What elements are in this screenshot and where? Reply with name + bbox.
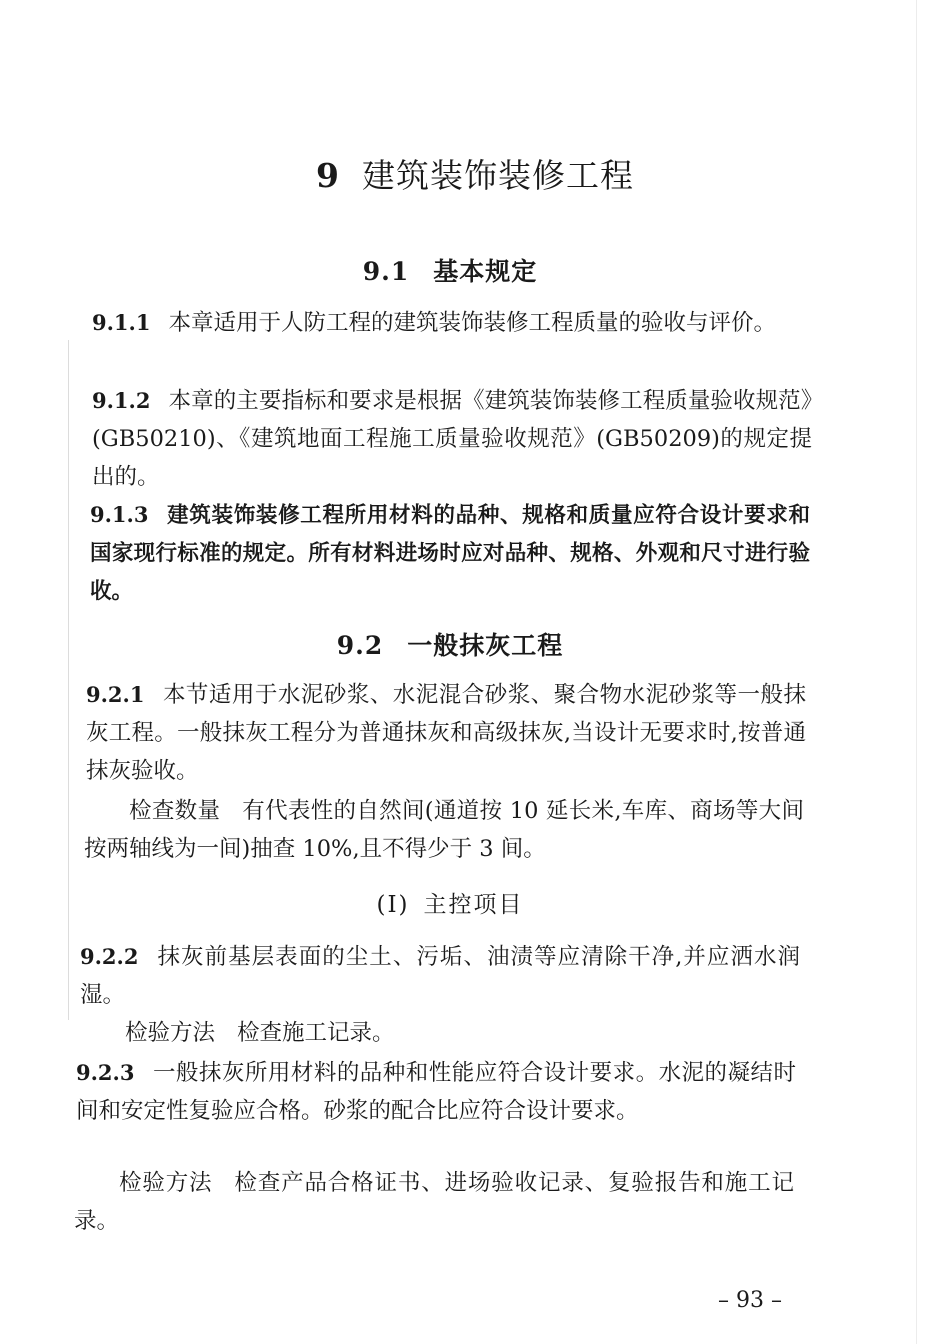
clause-number: 9.2.1 — [86, 682, 145, 707]
subsection-number: (Ⅰ) — [376, 892, 410, 918]
chapter-name: 建筑装饰装修工程 — [361, 156, 634, 195]
clause-number: 9.1.3 — [90, 502, 149, 527]
inspection-text: 有代表性的自然间(通道按 10 延长米,车库、商场等大间按两轴线为一间)抽查 10%,且不得少于 3 间。 — [84, 798, 804, 862]
clause — [76, 1054, 796, 1130]
clause-text: 本章适用于人防工程的建筑装饰装修工程质量的验收与评价。 — [168, 310, 776, 336]
clause — [92, 382, 812, 496]
clause-number: 9.1.1 — [92, 310, 151, 335]
method-text: 检查产品合格证书、进场验收记录、复验报告和施工记录。 — [74, 1170, 794, 1234]
inspection-method — [80, 1014, 800, 1052]
clause — [86, 676, 806, 790]
clause-text: 本节适用于水泥砂浆、水泥混合砂浆、聚合物水泥砂浆等一般抹灰工程。一般抹灰工程分为普通抹灰和高级抹灰,当设计无要求时,按普通抹灰验收。 — [86, 682, 806, 784]
clause-number: 9.2.3 — [76, 1060, 135, 1085]
section-name: 基本规定 — [433, 257, 538, 286]
clause-number: 9.2.2 — [80, 944, 139, 969]
subsection-name: 主控项目 — [423, 892, 524, 918]
section-title — [0, 252, 900, 288]
section-name: 一般抹灰工程 — [407, 631, 564, 660]
inspection-label: 检查数量 — [129, 798, 221, 824]
clause — [92, 304, 812, 342]
clause-text: 抹灰前基层表面的尘土、污垢、油渍等应清除干净,并应洒水润湿。 — [80, 944, 800, 1008]
method-text: 检查施工记录。 — [237, 1020, 395, 1046]
inspection-method — [74, 1164, 794, 1240]
section-title — [0, 626, 900, 662]
clause-text: 一般抹灰所用材料的品种和性能应符合设计要求。水泥的凝结时间和安定性复验应合格。砂浆的配合比应符合设计要求。 — [76, 1060, 796, 1124]
page-edge-shadow — [916, 0, 917, 1344]
chapter-title — [0, 150, 950, 197]
chapter-number: 9 — [316, 156, 340, 195]
inspection-quantity — [84, 792, 804, 868]
clause — [80, 938, 800, 1014]
clause — [90, 496, 810, 611]
clause-text: 本章的主要指标和要求是根据《建筑装饰装修工程质量验收规范》(GB50210)、《建筑地面工程施工质量验收规范》(GB50209)的规定提出的。 — [92, 388, 812, 490]
section-number: 9.2 — [336, 631, 384, 660]
method-label: 检验方法 — [119, 1170, 213, 1196]
clause-number: 9.1.2 — [92, 388, 151, 413]
page-number: – 93 – — [718, 1288, 782, 1313]
subsection-title — [0, 886, 900, 919]
clause-text: 建筑装饰装修工程所用材料的品种、规格和质量应符合设计要求和国家现行标准的规定。所有材料进场时应对品种、规格、外观和尺寸进行验收。 — [90, 503, 810, 604]
method-label: 检验方法 — [125, 1020, 216, 1046]
section-number: 9.1 — [362, 257, 410, 286]
